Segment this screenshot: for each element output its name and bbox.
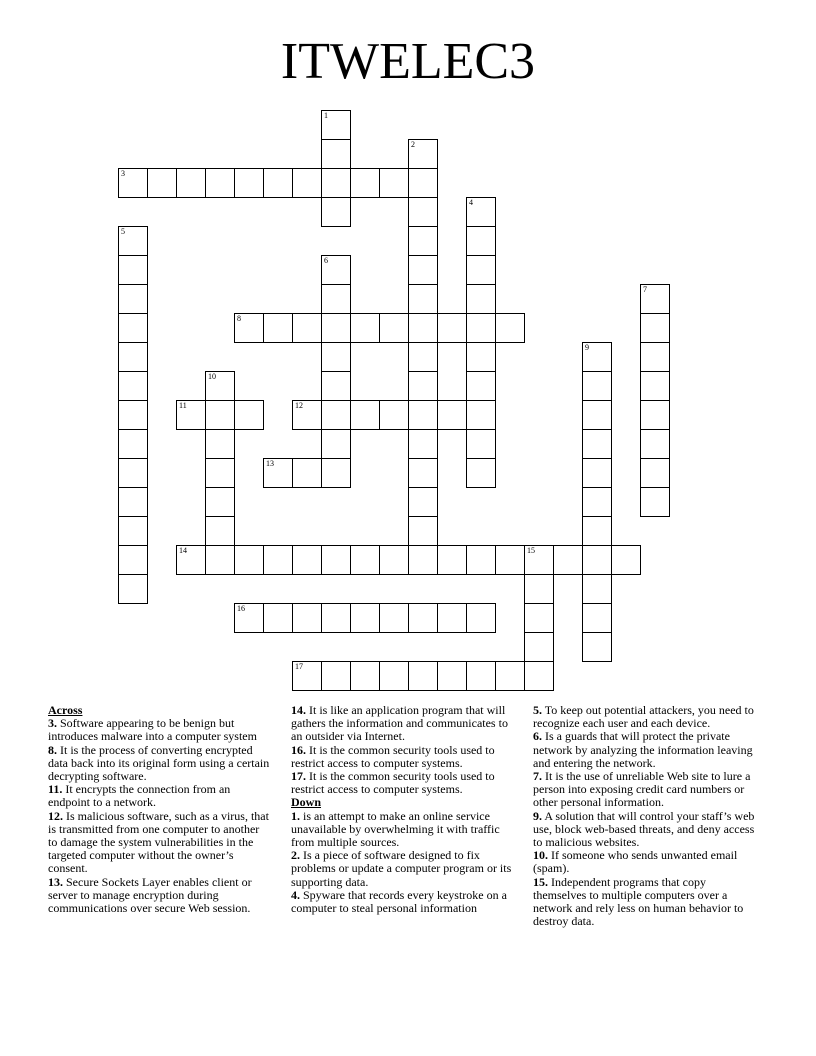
grid-cell[interactable] — [640, 284, 670, 314]
clue-item-number: 16. — [291, 742, 306, 757]
grid-cell[interactable] — [408, 371, 438, 401]
grid-cell[interactable] — [321, 313, 351, 343]
clue-item-text: Spyware that records every keystroke on a computer to steal personal information — [291, 887, 507, 916]
grid-cell[interactable] — [582, 603, 612, 633]
grid-cell[interactable] — [466, 661, 496, 691]
clue-item — [291, 744, 517, 770]
puzzle-title: ITWELEC3 — [280, 33, 536, 90]
clue-item-text: Software appearing to be benign but introduces malware into a computer system — [48, 716, 257, 744]
clue-item-text: It is the common security tools used to restrict access to computer systems. — [291, 769, 495, 797]
grid-cell[interactable] — [582, 545, 612, 575]
clue-number: 10 — [208, 372, 216, 381]
clue-item-text: Is a piece of software designed to fix problems or update a computer program or its supporting data. — [291, 848, 512, 889]
clue-number: 17 — [295, 662, 303, 671]
grid-cell[interactable] — [437, 545, 467, 575]
grid-cell[interactable] — [118, 255, 148, 285]
clue-item-number: 17. — [291, 769, 306, 784]
clue-item-text: Is a guards that will protect the private network by analyzing the information leaving and entering the network. — [533, 729, 753, 770]
grid-cell[interactable] — [118, 313, 148, 343]
grid-cell[interactable] — [321, 284, 351, 314]
grid-cell[interactable] — [408, 661, 438, 691]
clue-number: 5 — [121, 227, 125, 236]
grid-cell[interactable] — [553, 545, 583, 575]
grid-cell[interactable] — [263, 545, 293, 575]
grid-cell[interactable] — [379, 603, 409, 633]
grid-cell[interactable] — [118, 168, 148, 198]
grid-cell[interactable] — [350, 400, 380, 430]
clue-item-number: 14. — [291, 703, 306, 717]
clue-item — [48, 783, 270, 809]
clue-item — [291, 889, 517, 915]
clue-number: 3 — [121, 169, 125, 178]
grid-cell[interactable] — [205, 371, 235, 401]
grid-cell[interactable] — [350, 313, 380, 343]
grid-cell[interactable] — [640, 487, 670, 517]
clue-item-number: 4. — [291, 887, 300, 902]
grid-cell[interactable] — [292, 661, 322, 691]
grid-cell[interactable] — [205, 400, 235, 430]
clue-item — [533, 770, 757, 810]
clue-number: 4 — [469, 198, 473, 207]
clue-item-number: 2. — [291, 848, 300, 863]
grid-cell[interactable] — [466, 255, 496, 285]
grid-cell[interactable] — [524, 545, 554, 575]
grid-cell[interactable] — [466, 197, 496, 227]
grid-cell[interactable] — [321, 400, 351, 430]
clue-item-number: 1. — [291, 808, 300, 823]
clue-number: 13 — [266, 459, 274, 468]
clues-column-3 — [533, 704, 757, 928]
clue-item-number: 3. — [48, 716, 57, 731]
grid-cell[interactable] — [118, 226, 148, 256]
grid-cell[interactable] — [408, 255, 438, 285]
clue-item — [291, 810, 517, 850]
clue-number: 16 — [237, 604, 245, 613]
grid-cell[interactable] — [263, 458, 293, 488]
clue-heading: Down — [291, 795, 322, 810]
grid-cell[interactable] — [205, 458, 235, 488]
grid-cell[interactable] — [466, 313, 496, 343]
grid-cell[interactable] — [205, 545, 235, 575]
clue-item-text: Secure Sockets Layer enables client or server to manage encryption during communications over secure Web session. — [48, 874, 252, 916]
grid-cell[interactable] — [466, 342, 496, 372]
grid-cell[interactable] — [118, 458, 148, 488]
grid-cell[interactable] — [292, 603, 322, 633]
grid-cell[interactable] — [118, 516, 148, 546]
clue-item — [533, 704, 757, 730]
grid-cell[interactable] — [582, 487, 612, 517]
clue-item-number: 11. — [48, 782, 63, 797]
grid-cell[interactable] — [408, 545, 438, 575]
grid-cell[interactable] — [408, 487, 438, 517]
grid-cell[interactable] — [408, 516, 438, 546]
grid-cell[interactable] — [118, 284, 148, 314]
grid-cell[interactable] — [321, 255, 351, 285]
grid-cell[interactable] — [640, 342, 670, 372]
grid-cell[interactable] — [408, 168, 438, 198]
clue-item-text: If someone who sends unwanted email (spam). — [533, 848, 738, 876]
grid-cell[interactable] — [495, 661, 525, 691]
grid-cell[interactable] — [466, 429, 496, 459]
grid-cell[interactable] — [350, 661, 380, 691]
clue-item — [533, 810, 757, 850]
grid-cell[interactable] — [640, 458, 670, 488]
clue-item-number: 15. — [533, 874, 548, 889]
grid-cell[interactable] — [379, 661, 409, 691]
grid-cell[interactable] — [611, 545, 641, 575]
clue-item-number: 12. — [48, 808, 63, 823]
grid-cell[interactable] — [350, 603, 380, 633]
clue-number: 6 — [324, 256, 328, 265]
grid-cell[interactable] — [350, 545, 380, 575]
grid-cell[interactable] — [524, 661, 554, 691]
clue-item — [291, 770, 517, 796]
clue-heading: Across — [48, 703, 83, 717]
clue-item-number: 8. — [48, 742, 57, 757]
grid-cell[interactable] — [408, 226, 438, 256]
clue-item — [291, 704, 517, 744]
grid-cell[interactable] — [408, 284, 438, 314]
clue-number: 15 — [527, 546, 535, 555]
grid-cell[interactable] — [379, 400, 409, 430]
grid-cell[interactable] — [263, 168, 293, 198]
clue-item-text: It is like an application program that will gathers the information and communicates to an outsider via Internet. — [291, 703, 508, 744]
clue-item — [533, 876, 757, 929]
clue-item-text: It is the process of converting encrypted data back into its original form using a certain decrypting software. — [48, 742, 270, 784]
clue-item — [48, 876, 270, 916]
grid-cell[interactable] — [379, 545, 409, 575]
grid-cell[interactable] — [292, 545, 322, 575]
grid-cell[interactable] — [408, 139, 438, 169]
clue-item — [533, 730, 757, 770]
grid-cell[interactable] — [466, 545, 496, 575]
clue-item-text: Is malicious software, such as a virus, that is transmitted from one computer to another to damage the system vulnerabilities in the targeted computer without the owner’s consent. — [48, 808, 269, 876]
grid-cell[interactable] — [640, 313, 670, 343]
grid-cell[interactable] — [408, 197, 438, 227]
grid-cell[interactable] — [321, 545, 351, 575]
grid-cell[interactable] — [408, 429, 438, 459]
grid-cell[interactable] — [582, 574, 612, 604]
grid-cell[interactable] — [350, 168, 380, 198]
grid-cell[interactable] — [321, 197, 351, 227]
grid-cell[interactable] — [408, 603, 438, 633]
grid-cell[interactable] — [321, 342, 351, 372]
grid-cell[interactable] — [118, 487, 148, 517]
grid-cell[interactable] — [205, 168, 235, 198]
clue-item-number: 6. — [533, 729, 542, 744]
clue-number: 2 — [411, 140, 415, 149]
grid-cell[interactable] — [582, 371, 612, 401]
grid-cell[interactable] — [234, 603, 264, 633]
clue-number: 12 — [295, 401, 303, 410]
clue-item — [291, 849, 517, 889]
grid-cell[interactable] — [321, 661, 351, 691]
grid-cell[interactable] — [321, 458, 351, 488]
clue-number: 1 — [324, 111, 328, 120]
grid-cell[interactable] — [205, 516, 235, 546]
grid-cell[interactable] — [118, 545, 148, 575]
grid-cell[interactable] — [466, 603, 496, 633]
clue-number: 7 — [643, 285, 647, 294]
grid-cell[interactable] — [205, 487, 235, 517]
grid-cell[interactable] — [437, 603, 467, 633]
clue-item — [533, 849, 757, 875]
clue-item — [48, 810, 270, 876]
clue-item-text: It encrypts the connection from an endpoint to a network. — [48, 782, 231, 810]
grid-cell[interactable] — [234, 400, 264, 430]
clue-number: 14 — [179, 546, 187, 555]
clue-number: 11 — [179, 401, 187, 410]
grid-cell[interactable] — [408, 400, 438, 430]
grid-cell[interactable] — [466, 226, 496, 256]
clue-item-text: Independent programs that copy themselves to multiple computers over a network and rely less on human behavior to destroy data. — [533, 874, 744, 929]
grid-cell[interactable] — [205, 429, 235, 459]
clue-number: 9 — [585, 343, 589, 352]
grid-cell[interactable] — [495, 545, 525, 575]
grid-cell[interactable] — [437, 313, 467, 343]
grid-cell[interactable] — [263, 313, 293, 343]
grid-cell[interactable] — [321, 371, 351, 401]
grid-cell[interactable] — [321, 110, 351, 140]
grid-cell[interactable] — [118, 574, 148, 604]
grid-cell[interactable] — [321, 139, 351, 169]
grid-cell[interactable] — [118, 429, 148, 459]
grid-cell[interactable] — [234, 545, 264, 575]
grid-cell[interactable] — [263, 603, 293, 633]
grid-cell[interactable] — [321, 168, 351, 198]
clue-item-text: A solution that will control your staff’s web use, block web-based threats, and deny access to malicious websites. — [533, 808, 755, 850]
clue-item-number: 9. — [533, 808, 542, 823]
grid-cell[interactable] — [321, 603, 351, 633]
grid-cell[interactable] — [495, 313, 525, 343]
grid-cell[interactable] — [466, 458, 496, 488]
grid-cell[interactable] — [321, 429, 351, 459]
grid-cell[interactable] — [292, 458, 322, 488]
clue-item-text: is an attempt to make an online service unavailable by overwhelming it with traffic from multiple sources. — [291, 808, 500, 850]
clue-item-number: 10. — [533, 848, 548, 863]
clue-item — [48, 744, 270, 784]
clue-item — [48, 717, 270, 743]
grid-cell[interactable] — [437, 400, 467, 430]
clues-column-1 — [48, 704, 270, 915]
grid-cell[interactable] — [524, 574, 554, 604]
grid-cell[interactable] — [379, 168, 409, 198]
grid-cell[interactable] — [176, 168, 206, 198]
grid-cell[interactable] — [437, 661, 467, 691]
grid-cell[interactable] — [582, 429, 612, 459]
grid-cell[interactable] — [524, 603, 554, 633]
clue-item-number: 13. — [48, 874, 63, 889]
grid-cell[interactable] — [582, 400, 612, 430]
grid-cell[interactable] — [466, 371, 496, 401]
grid-cell[interactable] — [176, 400, 206, 430]
grid-cell[interactable] — [640, 400, 670, 430]
grid-cell[interactable] — [292, 400, 322, 430]
grid-cell[interactable] — [640, 429, 670, 459]
grid-cell[interactable] — [582, 516, 612, 546]
grid-cell[interactable] — [582, 342, 612, 372]
grid-cell[interactable] — [524, 632, 554, 662]
grid-cell[interactable] — [292, 168, 322, 198]
grid-cell[interactable] — [466, 284, 496, 314]
grid-cell[interactable] — [176, 545, 206, 575]
grid-cell[interactable] — [640, 371, 670, 401]
grid-cell[interactable] — [466, 400, 496, 430]
grid-cell[interactable] — [234, 168, 264, 198]
grid-cell[interactable] — [118, 342, 148, 372]
grid-cell[interactable] — [147, 168, 177, 198]
grid-cell[interactable] — [292, 313, 322, 343]
clue-item-text: It is the common security tools used to restrict access to computer systems. — [291, 742, 495, 770]
grid-cell[interactable] — [582, 632, 612, 662]
clue-item-text: It is the use of unreliable Web site to lure a person into exposing credit card numbers or other personal information. — [533, 769, 751, 810]
grid-cell[interactable] — [582, 458, 612, 488]
grid-cell[interactable] — [234, 313, 264, 343]
grid-cell[interactable] — [408, 342, 438, 372]
grid-cell[interactable] — [379, 313, 409, 343]
clue-item-number: 5. — [533, 703, 542, 717]
clue-item-text: To keep out potential attackers, you need to recognize each user and each device. — [533, 703, 754, 731]
clue-number: 8 — [237, 314, 241, 323]
clue-item-number: 7. — [533, 769, 542, 784]
grid-cell[interactable] — [408, 313, 438, 343]
grid-cell[interactable] — [118, 371, 148, 401]
grid-cell[interactable] — [118, 400, 148, 430]
grid-cell[interactable] — [408, 458, 438, 488]
clues-column-2 — [291, 704, 517, 915]
